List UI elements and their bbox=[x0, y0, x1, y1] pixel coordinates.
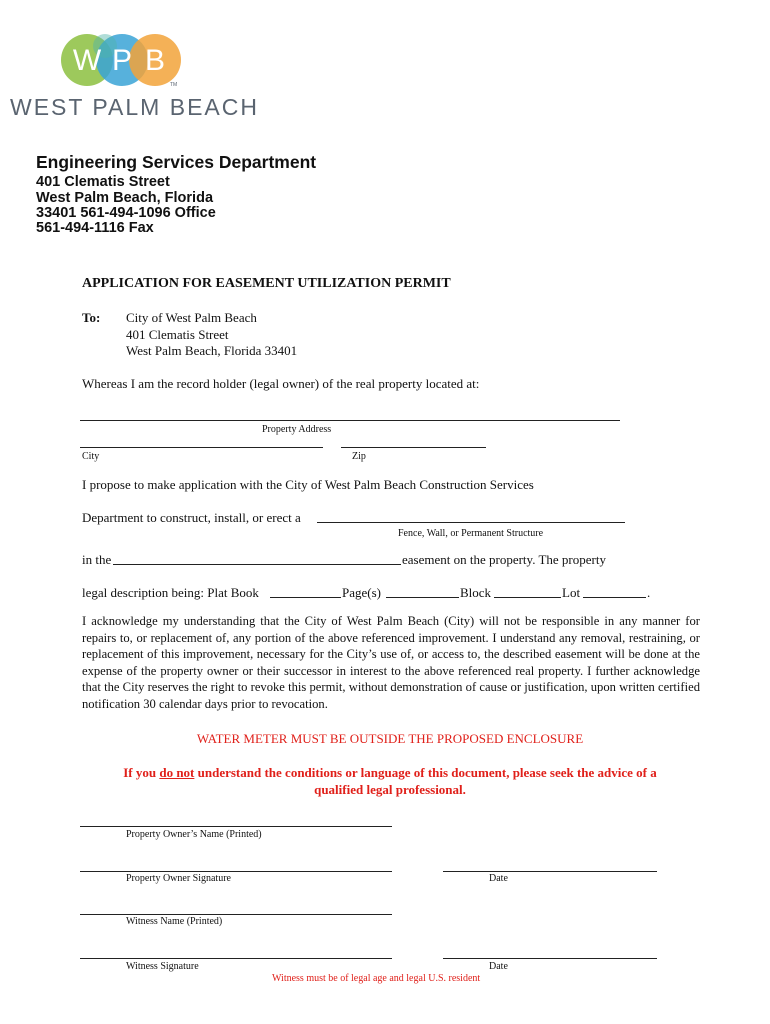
lot-label: Lot bbox=[562, 585, 581, 600]
witness-date-label: Date bbox=[489, 961, 508, 972]
warning-underlined: do not bbox=[159, 765, 195, 780]
whereas-text: Whereas I am the record holder (legal owner) of the real property located at: bbox=[82, 376, 480, 391]
warning-post: understand the conditions or language of this document, please seek the advice of a bbox=[194, 765, 657, 780]
owner-date-label: Date bbox=[489, 873, 508, 884]
block-label: Block bbox=[460, 585, 492, 600]
owner-date-field[interactable] bbox=[443, 871, 657, 872]
warning-pre: If you bbox=[123, 765, 160, 780]
form-title: APPLICATION FOR EASEMENT UTILIZATION PERMIT bbox=[82, 276, 451, 291]
department-title: Engineering Services Department bbox=[36, 152, 317, 172]
zip-label: Zip bbox=[352, 451, 366, 462]
lot-field[interactable] bbox=[583, 597, 646, 598]
witness-date-field[interactable] bbox=[443, 958, 657, 959]
address-line-2: West Palm Beach, Florida bbox=[36, 190, 214, 206]
plat-book-field[interactable] bbox=[270, 597, 341, 598]
water-meter-notice: WATER METER MUST BE OUTSIDE THE PROPOSED ENCLOSURE bbox=[196, 731, 584, 746]
owner-signature-label: Property Owner Signature bbox=[126, 873, 231, 884]
acknowledgement-paragraph: I acknowledge my understanding that the City of West Palm Beach (City) will not be responsible in any manner for repairs to, or replacement of, any portion of the above referenced improvement. I understand any removal, restraining, or replacement of this improvement, necessary for the City’s use of, or access to, the described easement will be done at the expense of the property owner or their successor in interest to the above referenced real property. I further acknowledge that the City reserves the right to revoke this permit, without demonstration of cause or justification, upon written certified notification 30 calendar days prior to revocation. bbox=[82, 614, 700, 711]
witness-name-field[interactable] bbox=[80, 914, 392, 915]
owner-name-field[interactable] bbox=[80, 826, 392, 827]
structure-label: Fence, Wall, or Permanent Structure bbox=[398, 528, 544, 539]
city-wordmark: WEST PALM BEACH bbox=[10, 94, 259, 120]
witness-signature-label: Witness Signature bbox=[126, 961, 199, 972]
witness-name-label: Witness Name (Printed) bbox=[126, 916, 223, 927]
to-label: To: bbox=[82, 310, 101, 325]
structure-field[interactable] bbox=[317, 522, 625, 523]
easement-text: easement on the property. The property bbox=[402, 552, 606, 567]
in-the-text: in the bbox=[82, 552, 112, 567]
logo-letter-b: B bbox=[144, 44, 166, 77]
legal-description-period: . bbox=[647, 585, 651, 600]
logo-letter-p: P bbox=[111, 44, 133, 77]
owner-name-label: Property Owner’s Name (Printed) bbox=[126, 829, 262, 840]
department-to-text: Department to construct, install, or erect a bbox=[82, 510, 301, 525]
property-address-field[interactable] bbox=[80, 420, 620, 421]
to-line-1: City of West Palm Beach bbox=[126, 310, 257, 325]
to-line-3: West Palm Beach, Florida 33401 bbox=[126, 343, 298, 358]
address-line-4: 561-494-1116 Fax bbox=[36, 220, 154, 236]
city-field[interactable] bbox=[80, 447, 323, 448]
logo-tm: TM bbox=[170, 82, 178, 88]
legal-warning bbox=[80, 764, 700, 798]
zip-field[interactable] bbox=[341, 447, 486, 448]
witness-note: Witness must be of legal age and legal U.S. resident bbox=[272, 973, 481, 984]
city-label: City bbox=[82, 451, 100, 462]
propose-text: I propose to make application with the City of West Palm Beach Construction Services bbox=[82, 477, 534, 492]
owner-signature-field[interactable] bbox=[80, 871, 392, 872]
property-address-label: Property Address bbox=[262, 424, 332, 435]
pages-field[interactable] bbox=[386, 597, 459, 598]
pages-label: Page(s) bbox=[342, 585, 381, 600]
block-field[interactable] bbox=[494, 597, 561, 598]
address-line-3: 33401 561-494-1096 Office bbox=[36, 205, 216, 221]
easement-type-field[interactable] bbox=[113, 564, 401, 565]
address-line-1: 401 Clematis Street bbox=[36, 174, 170, 190]
warning-line-2: qualified legal professional. bbox=[314, 782, 466, 797]
logo-letter-w: W bbox=[72, 44, 102, 77]
legal-description-text: legal description being: Plat Book bbox=[82, 585, 259, 600]
witness-signature-field[interactable] bbox=[80, 958, 392, 959]
to-line-2: 401 Clematis Street bbox=[126, 327, 229, 342]
